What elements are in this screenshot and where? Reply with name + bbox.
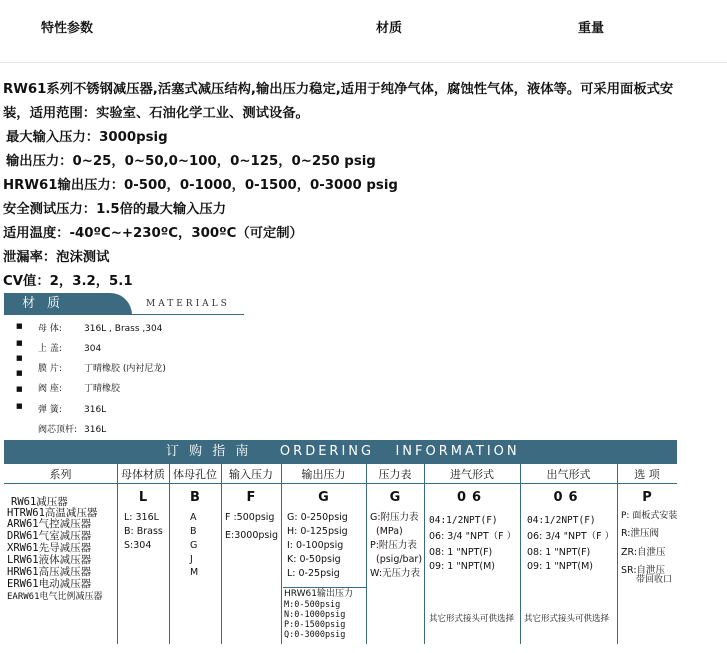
hrw-output-option: M:0-500psig (284, 600, 341, 610)
material-key: 弹 簧: (38, 405, 62, 415)
option-item: ZR:自泄压 (621, 547, 666, 558)
bullet-icon: ■ (16, 385, 23, 393)
series-item: HRW61高压减压器 (7, 566, 92, 578)
header-weight: 重量 (578, 21, 605, 36)
inlet-note: 其它形式接头可供选择 (429, 614, 515, 624)
outlet-option: 09: 1 "NPT(M) (527, 561, 593, 572)
material-value: 316L (84, 425, 107, 435)
materials-tab (4, 293, 132, 315)
inlet-option: 06: 3/4 "NPT（F ） (429, 531, 517, 542)
spec-cv: CV值：2，3.2，5.1 (3, 274, 133, 289)
material-value: 316L , Brass ,304 (84, 324, 163, 334)
gauge-option: G:附压力表 (370, 512, 419, 523)
header-spec-params: 特性参数 (41, 21, 94, 36)
port-code: B (190, 490, 200, 505)
option-item: SR:自泄压 (621, 565, 666, 576)
output-option: K: 0-50psig (287, 554, 341, 565)
input-code: F (246, 490, 256, 505)
gauge-option: P:附压力表 (370, 540, 417, 551)
inlet-option: 08: 1 "NPT(F) (429, 547, 493, 558)
material-key: 膜 片: (38, 364, 62, 374)
material-row-stem (38, 422, 106, 435)
material-key: 阀 座: (38, 384, 62, 394)
series-item: EARW61电气比例减压器 (7, 592, 103, 602)
material-value: 304 (84, 344, 102, 354)
spec-output: 输出压力：0~25，0~50,0~100，0~125，0~250 psig (6, 154, 376, 169)
materials-underline (4, 314, 244, 315)
output-code: G (318, 490, 329, 505)
col-header-outlet: 出气形式 (546, 468, 591, 481)
inlet-code: 06 (456, 490, 488, 505)
material-key: 上 盖: (38, 344, 62, 354)
output-option: L: 0-25psig (287, 568, 340, 579)
option-item: P: 面板式安装 (621, 511, 678, 521)
material-option: B: Brass (124, 526, 163, 537)
header-divider (0, 62, 727, 63)
materials-tab-label: 材质 (22, 296, 73, 311)
hrw-divider (283, 587, 366, 588)
spec-hrw-output: HRW61输出压力：0-500，0-1000，0-1500，0-3000 psig (3, 178, 398, 193)
material-value: 丁晴橡胶 (84, 384, 121, 394)
port-option: G (190, 540, 198, 551)
series-item: LRW61液体减压器 (7, 554, 92, 566)
port-option: M (190, 567, 199, 578)
spec-leak-rate: 泄漏率：泡沫测试 (3, 250, 110, 265)
col-header-gauge: 压力表 (378, 468, 412, 481)
output-option: G: 0-250psig (287, 512, 348, 523)
material-row-body (38, 321, 162, 334)
series-item: XRW61先导减压器 (7, 542, 92, 554)
material-key: 阀芯顶杆: (38, 425, 78, 435)
col-header-series: 系列 (49, 468, 72, 481)
hrw-output-option: Q:0-3000psig (284, 630, 346, 640)
outlet-option: 06: 3/4 "NPT（F ） (527, 531, 615, 542)
ordering-title-bar (4, 440, 677, 464)
option-item: 带回收口 (636, 575, 673, 585)
series-item: ARW61气控减压器 (7, 518, 92, 530)
material-row-seat (38, 381, 120, 394)
hrw-output-option: N:0-1000psig (284, 610, 346, 620)
ordering-header-line (4, 483, 677, 484)
port-option: A (190, 512, 197, 523)
outlet-note: 其它形式接头可供选择 (524, 614, 610, 624)
material-row-spring (38, 402, 106, 415)
inlet-option: 04:1/2NPT(F) (429, 515, 498, 526)
inlet-option: 09: 1 "NPT(M) (429, 561, 495, 572)
spec-temperature: 适用温度：-40ºC~+230ºC，300ºC（可定制） (3, 226, 303, 241)
col-header-input: 输入压力 (229, 468, 273, 481)
series-item: ERW61电动减压器 (7, 578, 92, 590)
bullet-icon: ■ (16, 369, 23, 377)
outlet-option: 08: 1 "NPT(F) (527, 547, 591, 558)
input-option: E:3000psig (225, 530, 279, 541)
header-material: 材质 (376, 21, 403, 36)
outlet-code: 06 (553, 490, 584, 505)
port-option: B (190, 526, 197, 537)
series-item: DRW61气室减压器 (7, 530, 92, 542)
port-option: J (190, 554, 193, 565)
series-item: RW61减压器 (11, 496, 68, 508)
option-code: P (642, 490, 652, 505)
material-key: 母 体: (38, 324, 62, 334)
material-option: S:304 (124, 540, 152, 551)
materials-title-en: MATERIALS (146, 299, 230, 309)
bullet-icon: ■ (16, 402, 23, 410)
col-header-inlet: 进气形式 (450, 468, 494, 481)
col-header-port: 体母孔位 (173, 468, 217, 481)
material-row-cap (38, 341, 101, 354)
input-option: F :500psig (225, 512, 275, 523)
option-item: R:泄压阀 (621, 528, 660, 539)
bullet-icon: ■ (16, 322, 23, 330)
material-value: 316L (84, 405, 107, 415)
bullet-icon: ■ (16, 339, 23, 347)
material-code: L (138, 490, 148, 505)
gauge-option: (psig/bar) (376, 554, 423, 565)
material-row-diaphragm (38, 361, 166, 374)
material-option: L: 316L (124, 512, 159, 523)
col-header-options: 选 项 (634, 468, 660, 481)
gauge-option: W:无压力表 (370, 568, 421, 579)
spec-max-input: 最大输入压力：3000psig (6, 130, 168, 145)
col-header-material: 母体材质 (121, 468, 165, 481)
spec-intro-line2: 装，适用范围：实验室、石油化学工业、测试设备。 (3, 106, 309, 121)
output-option: H: 0-125psig (287, 526, 348, 537)
gauge-option: (MPa) (376, 526, 403, 537)
ordering-title: 订 购 指 南 ORDERING INFORMATION (166, 444, 520, 459)
output-option: I: 0-100psig (287, 540, 344, 551)
gauge-code: G (389, 490, 401, 505)
spec-safety: 安全测试压力：1.5倍的最大输入压力 (3, 202, 227, 217)
outlet-option: 04:1/2NPT(F) (527, 515, 596, 526)
material-value: 丁晴橡胶 (内衬尼龙) (84, 364, 166, 374)
series-item: HTRW61高温减压器 (7, 507, 98, 519)
spec-intro-line1: RW61系列不锈钢减压器,活塞式减压结构,输出压力稳定,适用于纯净气体，腐蚀性气体，液体等。可采用面板式安 (3, 82, 674, 97)
hrw-output-option: P:0-1500psig (284, 620, 346, 630)
col-header-output: 输出压力 (301, 468, 346, 481)
bullet-icon: ■ (16, 354, 23, 362)
hrw-output-title: HRW61输出压力 (284, 589, 354, 599)
